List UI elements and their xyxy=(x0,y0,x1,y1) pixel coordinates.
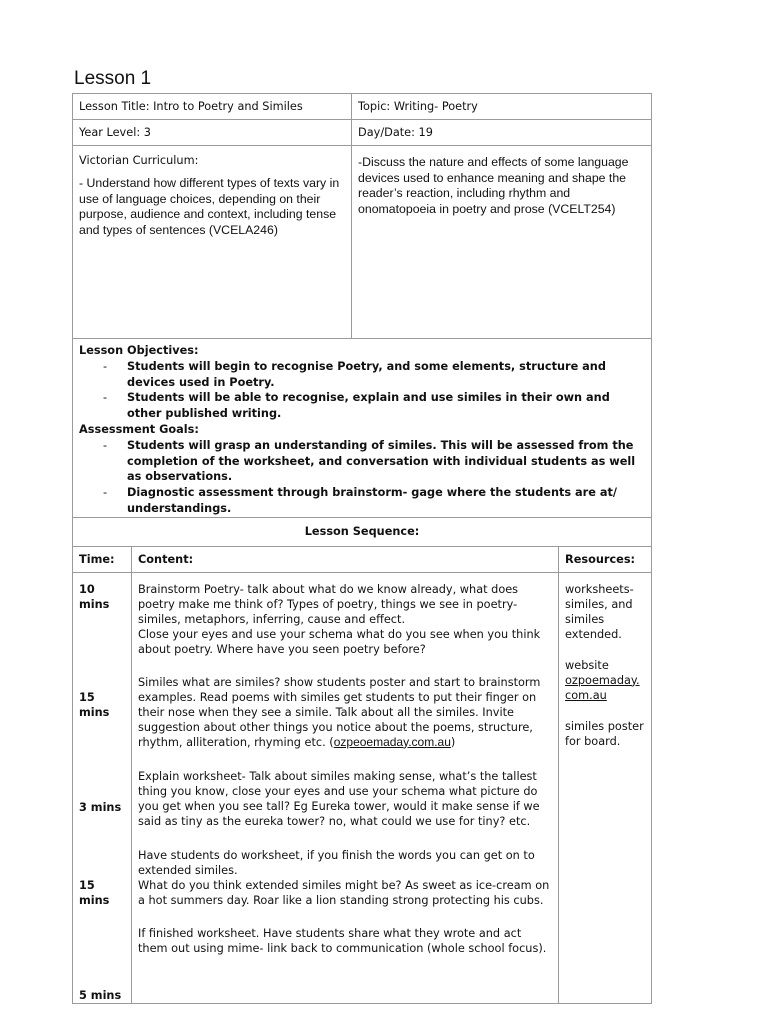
objectives-heading: Lesson Objectives: xyxy=(79,344,199,357)
objectives-cell xyxy=(73,339,652,518)
content-paragraph: What do you think extended similes might be? As sweet as ice-cream on a hot summers day. Roar like a lion standing strong protecting his cubs. xyxy=(138,878,550,907)
lesson-title-cell: Lesson Title: Intro to Poetry and Similes xyxy=(73,94,352,120)
curriculum-row xyxy=(73,146,652,339)
resources-header: Resources: xyxy=(559,546,652,572)
content-paragraph: If finished worksheet. Have students share what they wrote and act them out using mime- link back to communication (whole school focus). xyxy=(138,926,547,955)
sequence-heading: Lesson Sequence: xyxy=(73,517,652,546)
website-link[interactable]: ozpoemaday.com.au xyxy=(565,673,640,702)
curriculum-left-text: - Understand how different types of texts vary in use of language choices, depending on their purpose, audience and context, including tense and types of sentences (VCELA246) xyxy=(79,176,340,237)
content-column xyxy=(132,572,559,1003)
resource-item: similes poster for board. xyxy=(565,719,644,748)
content-paragraph xyxy=(138,675,552,750)
assessment-list xyxy=(79,438,645,517)
time-entry: 5 mins xyxy=(79,988,122,1002)
time-entry: 3 mins xyxy=(79,800,122,814)
curriculum-right-cell xyxy=(352,146,652,339)
time-column xyxy=(73,572,132,1003)
poem-site-link[interactable]: ozpeoemaday.com.au xyxy=(333,734,451,749)
sequence-body-row xyxy=(73,572,652,1003)
year-row xyxy=(73,120,652,146)
assessment-heading: Assessment Goals: xyxy=(79,422,199,436)
curriculum-heading: Victorian Curriculum: xyxy=(79,154,199,167)
time-header: Time: xyxy=(73,546,132,572)
sequence-heading-row xyxy=(73,517,652,546)
objectives-list xyxy=(79,359,645,422)
curriculum-left-cell xyxy=(73,146,352,339)
column-header-row xyxy=(73,546,652,572)
assessment-item: - Students will grasp an understanding of similes. This will be assessed from the completion of the worksheet, and conversation with individual students as well as observations. xyxy=(79,438,645,485)
topic-cell: Topic: Writing- Poetry xyxy=(352,94,652,120)
objective-item: - Students will begin to recognise Poetry, and some elements, structure and devices used in Poetry. xyxy=(79,359,645,391)
lesson-plan-table xyxy=(72,93,652,1004)
content-header: Content: xyxy=(132,546,559,572)
assessment-item: - Diagnostic assessment through brainstorm- gage where the students are at/ understandings. xyxy=(79,485,645,517)
time-entry: 15 mins xyxy=(79,878,110,907)
resource-item: worksheets- similes, and similes extended. xyxy=(565,582,634,641)
content-paragraph: Explain worksheet- Talk about similes making sense, what’s the tallest thing you know, close your eyes and use your schema what picture do you get when you see tall? Eg Eureka tower, would it make sense if we said as tiny as the eureka tower? no, what could we use for tiny? etc. xyxy=(138,769,540,828)
content-paragraph: Have students do worksheet, if you finish the words you can get on to extended similes. xyxy=(138,848,535,877)
objective-item: - Students will be able to recognise, explain and use similes in their own and other published writing. xyxy=(79,390,645,422)
page-title: Lesson 1 xyxy=(74,68,152,89)
lesson-header-row xyxy=(73,94,652,120)
time-entry: 10 mins xyxy=(79,582,110,611)
day-date-cell: Day/Date: 19 xyxy=(352,120,652,146)
content-text: Similes what are similes? show students poster and start to brainstorm examples. Read poems with similes get students to put their finger on their nose when they see a simile. Talk about all the similes. Invite suggestion about other things you notice about the poems, structure, rhythm, alliteration, rhyming etc. ( xyxy=(138,675,541,749)
content-paragraph: Brainstorm Poetry- talk about what do we know already, what does poetry make me think of? Types of poetry, things we see in poetry- similes, metaphors, inferring, cause and effect. xyxy=(138,582,519,626)
content-paragraph: Close your eyes and use your schema what do you see when you think about poetry. Where have you seen poetry before? xyxy=(138,627,541,656)
objectives-row xyxy=(73,339,652,518)
curriculum-right-text: -Discuss the nature and effects of some language devices used to enhance meaning and shape the reader’s reaction, including rhythm and onomatopoeia in poetry and prose (VCELT254) xyxy=(358,155,629,216)
content-text: ) xyxy=(450,735,456,749)
time-entry: 15 mins xyxy=(79,690,110,719)
resource-label: website xyxy=(565,658,609,672)
year-level-cell: Year Level: 3 xyxy=(73,120,352,146)
resources-column xyxy=(559,572,652,1003)
